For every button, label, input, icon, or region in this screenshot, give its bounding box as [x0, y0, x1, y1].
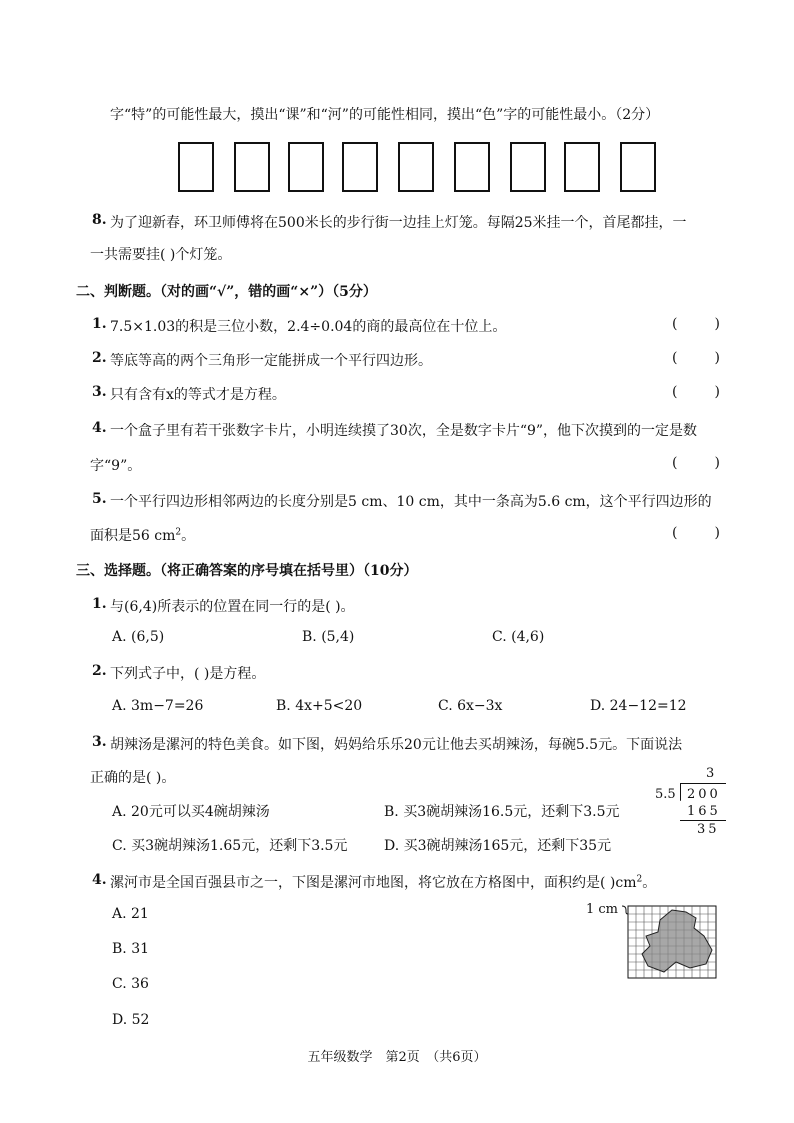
s2-q4-number: 4.: [92, 420, 107, 436]
s3-q3-option-a[interactable]: A. 20元可以买4碗胡辣汤: [112, 804, 270, 820]
answer-paren[interactable]: [672, 455, 720, 471]
s3-q1-number: 1.: [92, 596, 107, 612]
paren-close: ): [714, 350, 720, 366]
s3-q1-option-c[interactable]: C. (4,6): [492, 629, 545, 645]
q7-tail-text: 字“特”的可能性最大，摸出“课”和“河”的可能性相同，摸出“色”字的可能性最小。（2分）: [110, 107, 660, 123]
division-bar: [680, 783, 726, 784]
s3-q2-number: 2.: [92, 663, 107, 679]
paren-close: ): [714, 525, 720, 541]
s2-q3-text: 只有含有x的等式才是方程。: [110, 387, 286, 403]
s3-q4-option-d[interactable]: D. 52: [112, 1012, 150, 1028]
q8-line1: 为了迎新春，环卫师傅将在500米长的步行街一边挂上灯笼。每隔25米挂一个，首尾都挂，一: [110, 215, 687, 231]
s3-q4-number: 4.: [92, 872, 107, 888]
section-2-title: 二、判断题。（对的画“√”，错的画“×”）（5分）: [76, 284, 377, 300]
section-3-title: 三、选择题。（将正确答案的序号填在括号里）（10分）: [76, 563, 418, 579]
s3-q1-text: 与(6,4)所表示的位置在同一行的是( )。: [110, 599, 355, 615]
s2-q5-number: 5.: [92, 491, 107, 507]
division-divisor: 5.5: [655, 787, 676, 802]
s3-q3-number: 3.: [92, 734, 107, 750]
paren-close: ): [714, 384, 720, 400]
s3-q1-option-b[interactable]: B. (5,4): [302, 629, 355, 645]
s3-q4-option-b[interactable]: B. 31: [112, 941, 150, 957]
s2-q2-number: 2.: [92, 350, 107, 366]
s2-q5-end: 。: [181, 528, 196, 544]
paren-open: (: [672, 350, 678, 366]
answer-box[interactable]: [454, 142, 490, 192]
answer-box[interactable]: [234, 142, 270, 192]
s3-q4-end: 。: [642, 875, 657, 891]
s3-q4-option-c[interactable]: C. 36: [112, 976, 149, 992]
division-dividend: 200: [687, 787, 721, 802]
s3-q1-option-a[interactable]: A. (6,5): [112, 629, 165, 645]
s2-q3-number: 3.: [92, 384, 107, 400]
answer-box[interactable]: [342, 142, 378, 192]
answer-box[interactable]: [398, 142, 434, 192]
map-grid-figure: [620, 902, 720, 984]
division-rule: [680, 820, 726, 821]
s2-q2-text: 等底等高的两个三角形一定能拼成一个平行四边形。: [110, 353, 432, 369]
s3-q4-text-main: 漯河市是全国百强县市之一，下图是漯河市地图，将它放在方格图中，面积约是( )cm: [110, 875, 637, 891]
s2-q4-text-cont: 字“9”。: [90, 458, 142, 474]
s3-q4-text: [110, 872, 656, 892]
division-bracket: [680, 783, 681, 801]
s3-q4-sup: 2: [636, 874, 643, 885]
page-footer: 五年级数学 第2页 （共6页）: [307, 1050, 487, 1065]
s3-q2-option-a[interactable]: A. 3m−7=26: [112, 698, 204, 714]
s3-q3-option-b[interactable]: B. 买3碗胡辣汤16.5元，还剩下3.5元: [384, 804, 620, 820]
s3-q3-line2: 正确的是( )。: [90, 770, 176, 786]
paren-open: (: [672, 384, 678, 400]
s3-q2-option-c[interactable]: C. 6x−3x: [438, 698, 503, 714]
answer-box[interactable]: [620, 142, 656, 192]
answer-paren[interactable]: [672, 525, 720, 541]
answer-box[interactable]: [510, 142, 546, 192]
s2-q5-sup: 2: [175, 527, 182, 538]
s3-q3-line1: 胡辣汤是漯河的特色美食。如下图，妈妈给乐乐20元让他去买胡辣汤，每碗5.5元。下面说法: [110, 737, 683, 753]
s2-q5-area: 面积是56 cm: [90, 528, 176, 544]
division-quotient: 3: [706, 766, 715, 781]
s3-q3-option-d[interactable]: D. 买3碗胡辣汤165元，还剩下35元: [384, 838, 612, 854]
s3-q4-option-a[interactable]: A. 21: [112, 906, 149, 922]
grid-scale-label: 1 cm: [586, 902, 619, 917]
paren-open: (: [672, 455, 678, 471]
paren-close: ): [714, 316, 720, 332]
answer-box[interactable]: [288, 142, 324, 192]
s2-q5-text-cont: [90, 525, 195, 545]
answer-paren[interactable]: [672, 384, 720, 400]
division-remainder: 35: [697, 822, 720, 837]
paren-open: (: [672, 525, 678, 541]
paren-open: (: [672, 316, 678, 332]
s3-q2-text: 下列式子中，( )是方程。: [110, 666, 266, 682]
s2-q1-text: 7.5×1.03的积是三位小数，2.4÷0.04的商的最高位在十位上。: [110, 319, 507, 335]
answer-box[interactable]: [178, 142, 214, 192]
s2-q1-number: 1.: [92, 316, 107, 332]
s2-q5-text: 一个平行四边形相邻两边的长度分别是5 cm、10 cm，其中一条高为5.6 cm，这个平行四边形的: [110, 494, 712, 510]
paren-close: ): [714, 455, 720, 471]
scale-brace: [622, 906, 628, 914]
q8-line2: 一共需要挂( )个灯笼。: [90, 247, 232, 263]
q8-number: 8.: [92, 212, 107, 228]
s2-q4-text: 一个盒子里有若干张数字卡片，小明连续摸了30次，全是数字卡片“9”，他下次摸到的一定是数: [110, 423, 698, 439]
s3-q2-option-d[interactable]: D. 24−12=12: [590, 698, 687, 714]
answer-box[interactable]: [564, 142, 600, 192]
answer-paren[interactable]: [672, 350, 720, 366]
division-product: 165: [687, 804, 721, 819]
s3-q2-option-b[interactable]: B. 4x+5<20: [276, 698, 363, 714]
s3-q3-option-c[interactable]: C. 买3碗胡辣汤1.65元，还剩下3.5元: [112, 838, 348, 854]
answer-paren[interactable]: [672, 316, 720, 332]
